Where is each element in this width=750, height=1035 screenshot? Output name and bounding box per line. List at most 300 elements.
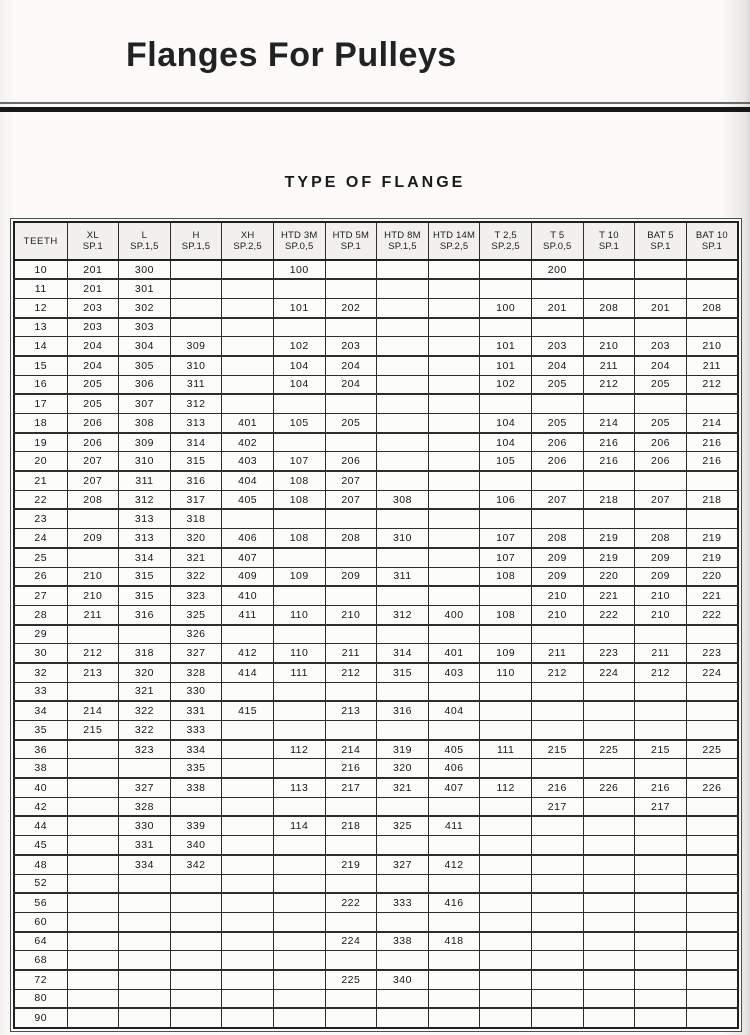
table-cell: 223 — [583, 644, 635, 663]
table-cell: 325 — [377, 816, 429, 835]
table-cell — [377, 797, 429, 816]
table-cell — [480, 721, 532, 740]
teeth-cell: 56 — [14, 893, 67, 912]
table-row — [14, 298, 738, 317]
table-cell: 212 — [325, 663, 377, 682]
table-cell: 315 — [119, 567, 171, 586]
column-pitch: SP.1,5 — [130, 241, 159, 252]
column-header — [635, 222, 687, 260]
table-cell: 327 — [170, 644, 222, 663]
table-cell — [531, 1008, 583, 1027]
column-type: H — [192, 230, 200, 241]
table-cell: 211 — [67, 605, 119, 624]
table-cell: 200 — [531, 260, 583, 279]
table-row — [14, 433, 738, 452]
table-cell — [377, 394, 429, 413]
table-cell: 406 — [222, 529, 274, 548]
table-cell — [67, 797, 119, 816]
table-cell: 203 — [67, 298, 119, 317]
table-cell — [222, 298, 274, 317]
table-cell — [377, 548, 429, 567]
column-type: T 5 — [550, 230, 565, 241]
table-cell: 226 — [583, 778, 635, 797]
column-type: L — [141, 230, 148, 241]
table-cell: 308 — [119, 414, 171, 433]
table-cell: 318 — [119, 644, 171, 663]
table-cell: 219 — [686, 548, 738, 567]
table-row — [14, 471, 738, 490]
table-cell — [428, 912, 480, 931]
table-cell: 107 — [480, 529, 532, 548]
flange-table-body — [14, 260, 738, 1028]
table-cell — [583, 951, 635, 970]
teeth-cell: 42 — [14, 797, 67, 816]
table-cell: 302 — [119, 298, 171, 317]
table-cell — [583, 912, 635, 931]
table-cell — [583, 279, 635, 298]
table-cell — [480, 1008, 532, 1027]
table-cell: 307 — [119, 394, 171, 413]
table-cell: 205 — [67, 394, 119, 413]
table-cell: 223 — [686, 644, 738, 663]
table-cell: 331 — [119, 836, 171, 855]
table-cell: 409 — [222, 567, 274, 586]
table-cell — [67, 989, 119, 1008]
table-cell — [686, 797, 738, 816]
table-cell — [67, 682, 119, 701]
table-cell: 216 — [583, 433, 635, 452]
table-cell — [428, 394, 480, 413]
table-cell: 210 — [635, 586, 687, 605]
column-pitch: SP.0,5 — [284, 241, 314, 252]
table-cell: 225 — [325, 970, 377, 989]
table-cell: 218 — [686, 490, 738, 509]
table-row — [14, 816, 738, 835]
table-cell: 213 — [67, 663, 119, 682]
table-cell — [377, 625, 429, 644]
table-cell: 210 — [531, 605, 583, 624]
table-cell: 202 — [325, 298, 377, 317]
table-cell — [686, 509, 738, 528]
table-cell — [531, 318, 583, 337]
table-cell: 205 — [531, 414, 583, 433]
table-cell — [480, 893, 532, 912]
table-cell — [428, 452, 480, 471]
table-cell — [170, 1008, 222, 1027]
flange-table — [13, 221, 739, 1029]
table-cell: 320 — [170, 529, 222, 548]
table-cell: 214 — [325, 740, 377, 759]
table-cell: 203 — [67, 318, 119, 337]
table-cell — [377, 318, 429, 337]
table-cell — [222, 951, 274, 970]
table-cell — [325, 279, 377, 298]
table-cell — [480, 318, 532, 337]
table-cell: 309 — [119, 433, 171, 452]
table-cell — [273, 932, 325, 951]
table-cell: 311 — [119, 471, 171, 490]
table-cell — [325, 682, 377, 701]
table-cell: 207 — [531, 490, 583, 509]
table-cell: 209 — [635, 567, 687, 586]
table-cell: 208 — [325, 529, 377, 548]
teeth-cell: 26 — [14, 567, 67, 586]
table-cell — [531, 471, 583, 490]
table-cell: 207 — [325, 490, 377, 509]
table-cell: 209 — [635, 548, 687, 567]
table-cell — [67, 778, 119, 797]
table-cell — [273, 433, 325, 452]
table-cell: 217 — [531, 797, 583, 816]
table-cell: 317 — [170, 490, 222, 509]
teeth-cell: 12 — [14, 298, 67, 317]
table-cell — [119, 1008, 171, 1027]
table-cell: 224 — [583, 663, 635, 682]
table-row — [14, 970, 738, 989]
table-cell — [531, 682, 583, 701]
table-cell — [170, 989, 222, 1008]
table-cell — [325, 509, 377, 528]
table-cell — [377, 912, 429, 931]
table-cell: 311 — [170, 375, 222, 394]
table-cell: 108 — [273, 490, 325, 509]
header-rule-thin — [0, 102, 750, 104]
table-cell: 309 — [170, 337, 222, 356]
table-cell — [325, 989, 377, 1008]
table-cell — [531, 625, 583, 644]
table-cell — [119, 951, 171, 970]
table-cell — [428, 1008, 480, 1027]
table-cell — [635, 970, 687, 989]
teeth-cell: 15 — [14, 356, 67, 375]
table-cell — [170, 932, 222, 951]
table-cell — [119, 759, 171, 778]
table-cell: 114 — [273, 816, 325, 835]
table-row — [14, 1008, 738, 1027]
teeth-cell: 10 — [14, 260, 67, 279]
table-cell — [480, 394, 532, 413]
table-cell: 210 — [635, 605, 687, 624]
column-type: BAT 10 — [695, 230, 728, 241]
table-cell — [222, 989, 274, 1008]
table-cell: 216 — [635, 778, 687, 797]
table-cell — [635, 912, 687, 931]
table-cell: 201 — [531, 298, 583, 317]
table-cell: 209 — [531, 548, 583, 567]
column-pitch: SP.2,5 — [439, 241, 469, 252]
flange-table-wrapper — [10, 218, 742, 1032]
table-cell: 112 — [480, 778, 532, 797]
table-cell — [222, 279, 274, 298]
table-cell: 210 — [67, 567, 119, 586]
table-cell — [531, 855, 583, 874]
table-cell — [222, 932, 274, 951]
table-row — [14, 989, 738, 1008]
table-cell: 201 — [67, 260, 119, 279]
table-cell — [325, 951, 377, 970]
teeth-cell: 48 — [14, 855, 67, 874]
table-cell — [273, 797, 325, 816]
table-cell: 110 — [273, 644, 325, 663]
table-cell: 334 — [119, 855, 171, 874]
table-cell: 203 — [531, 337, 583, 356]
table-cell — [222, 337, 274, 356]
table-cell: 412 — [428, 855, 480, 874]
table-cell — [635, 318, 687, 337]
table-cell — [583, 932, 635, 951]
table-cell: 327 — [377, 855, 429, 874]
table-cell: 224 — [325, 932, 377, 951]
table-cell — [686, 951, 738, 970]
table-cell: 107 — [273, 452, 325, 471]
table-row — [14, 721, 738, 740]
table-cell: 313 — [170, 414, 222, 433]
table-cell — [583, 701, 635, 720]
column-pitch: SP.1 — [650, 241, 671, 252]
table-cell: 406 — [428, 759, 480, 778]
table-cell — [222, 912, 274, 931]
table-cell: 405 — [222, 490, 274, 509]
table-cell — [635, 394, 687, 413]
column-type: XH — [240, 230, 255, 241]
table-cell — [67, 759, 119, 778]
table-cell: 206 — [635, 452, 687, 471]
table-cell: 206 — [531, 433, 583, 452]
table-cell: 403 — [428, 663, 480, 682]
table-cell — [686, 701, 738, 720]
column-header — [119, 222, 171, 260]
table-cell — [273, 394, 325, 413]
table-cell — [170, 318, 222, 337]
table-cell — [635, 509, 687, 528]
table-cell — [377, 414, 429, 433]
table-cell — [377, 874, 429, 893]
table-cell — [170, 951, 222, 970]
table-cell — [222, 970, 274, 989]
table-cell — [686, 260, 738, 279]
table-cell: 320 — [377, 759, 429, 778]
table-cell: 323 — [170, 586, 222, 605]
table-row — [14, 394, 738, 413]
table-cell: 204 — [635, 356, 687, 375]
table-row — [14, 893, 738, 912]
table-cell — [686, 989, 738, 1008]
table-cell — [377, 279, 429, 298]
table-cell — [428, 298, 480, 317]
table-cell — [273, 989, 325, 1008]
teeth-cell: 16 — [14, 375, 67, 394]
table-cell — [480, 701, 532, 720]
table-cell — [531, 874, 583, 893]
table-cell: 334 — [170, 740, 222, 759]
table-cell — [635, 701, 687, 720]
table-cell: 312 — [119, 490, 171, 509]
table-cell — [583, 989, 635, 1008]
table-cell: 206 — [635, 433, 687, 452]
table-row — [14, 375, 738, 394]
table-cell — [428, 625, 480, 644]
table-cell: 225 — [583, 740, 635, 759]
table-cell — [325, 912, 377, 931]
table-cell: 316 — [377, 701, 429, 720]
table-cell: 205 — [635, 375, 687, 394]
table-cell — [686, 279, 738, 298]
table-cell: 312 — [170, 394, 222, 413]
table-row — [14, 586, 738, 605]
table-cell — [222, 836, 274, 855]
table-cell — [67, 1008, 119, 1027]
table-cell — [325, 797, 377, 816]
table-cell — [480, 797, 532, 816]
column-pitch: SP.1 — [340, 241, 361, 252]
table-cell: 338 — [170, 778, 222, 797]
table-cell: 318 — [170, 509, 222, 528]
table-cell — [635, 951, 687, 970]
teeth-cell: 90 — [14, 1008, 67, 1027]
table-cell — [273, 951, 325, 970]
table-cell: 211 — [531, 644, 583, 663]
table-cell: 204 — [67, 337, 119, 356]
teeth-cell: 34 — [14, 701, 67, 720]
teeth-cell: 13 — [14, 318, 67, 337]
table-cell: 220 — [583, 567, 635, 586]
table-cell: 326 — [170, 625, 222, 644]
table-cell — [67, 625, 119, 644]
column-header — [480, 222, 532, 260]
table-cell: 110 — [273, 605, 325, 624]
teeth-cell: 11 — [14, 279, 67, 298]
teeth-cell: 35 — [14, 721, 67, 740]
table-cell — [222, 625, 274, 644]
table-cell — [119, 625, 171, 644]
column-pitch: SP.1,5 — [388, 241, 417, 252]
table-cell: 321 — [377, 778, 429, 797]
table-cell — [222, 797, 274, 816]
table-cell — [67, 548, 119, 567]
teeth-cell: 21 — [14, 471, 67, 490]
table-cell — [480, 816, 532, 835]
table-cell: 220 — [686, 567, 738, 586]
table-cell — [325, 586, 377, 605]
table-cell: 213 — [325, 701, 377, 720]
teeth-cell: 25 — [14, 548, 67, 567]
table-cell: 331 — [170, 701, 222, 720]
table-cell: 321 — [170, 548, 222, 567]
table-cell: 205 — [67, 375, 119, 394]
table-cell: 211 — [635, 644, 687, 663]
table-cell — [531, 893, 583, 912]
table-cell: 210 — [583, 337, 635, 356]
table-cell — [480, 970, 532, 989]
table-row — [14, 797, 738, 816]
column-type: HTD 5M — [332, 230, 370, 241]
table-cell — [583, 797, 635, 816]
table-cell: 221 — [583, 586, 635, 605]
table-cell — [531, 970, 583, 989]
table-cell: 221 — [686, 586, 738, 605]
table-cell — [686, 855, 738, 874]
table-cell: 207 — [67, 452, 119, 471]
table-cell — [325, 874, 377, 893]
table-cell: 303 — [119, 318, 171, 337]
table-cell: 225 — [686, 740, 738, 759]
column-type: BAT 5 — [647, 230, 674, 241]
table-cell: 305 — [119, 356, 171, 375]
table-cell — [635, 816, 687, 835]
table-cell: 109 — [480, 644, 532, 663]
table-cell — [119, 893, 171, 912]
column-header — [686, 222, 738, 260]
teeth-cell: 45 — [14, 836, 67, 855]
table-cell — [377, 375, 429, 394]
table-cell — [583, 509, 635, 528]
table-cell: 411 — [222, 605, 274, 624]
table-cell — [686, 682, 738, 701]
table-cell: 226 — [686, 778, 738, 797]
table-row — [14, 260, 738, 279]
table-cell — [686, 836, 738, 855]
table-cell — [428, 721, 480, 740]
table-cell: 330 — [170, 682, 222, 701]
table-cell: 311 — [377, 567, 429, 586]
table-cell — [428, 797, 480, 816]
table-row — [14, 605, 738, 624]
table-cell — [428, 337, 480, 356]
table-cell: 407 — [222, 548, 274, 567]
column-header — [170, 222, 222, 260]
table-cell — [480, 471, 532, 490]
table-cell: 108 — [273, 529, 325, 548]
table-cell: 212 — [583, 375, 635, 394]
table-cell — [273, 279, 325, 298]
table-cell — [583, 970, 635, 989]
table-cell: 203 — [635, 337, 687, 356]
table-cell: 206 — [67, 433, 119, 452]
column-header — [428, 222, 480, 260]
table-cell: 211 — [583, 356, 635, 375]
table-cell — [325, 1008, 377, 1027]
table-cell: 407 — [428, 778, 480, 797]
table-cell: 310 — [119, 452, 171, 471]
table-cell: 401 — [428, 644, 480, 663]
table-cell — [531, 816, 583, 835]
table-row — [14, 701, 738, 720]
table-cell: 216 — [686, 452, 738, 471]
table-cell: 214 — [686, 414, 738, 433]
table-cell — [428, 433, 480, 452]
column-header — [222, 222, 274, 260]
table-cell: 418 — [428, 932, 480, 951]
table-cell — [686, 318, 738, 337]
table-cell: 212 — [531, 663, 583, 682]
table-cell — [583, 874, 635, 893]
table-cell: 207 — [67, 471, 119, 490]
table-cell — [428, 260, 480, 279]
table-cell — [67, 855, 119, 874]
table-cell: 405 — [428, 740, 480, 759]
table-cell — [67, 509, 119, 528]
table-cell: 222 — [686, 605, 738, 624]
table-cell: 319 — [377, 740, 429, 759]
column-header — [583, 222, 635, 260]
teeth-cell: 17 — [14, 394, 67, 413]
column-header — [67, 222, 119, 260]
table-cell: 314 — [377, 644, 429, 663]
table-row — [14, 912, 738, 931]
table-cell — [273, 509, 325, 528]
table-cell — [222, 318, 274, 337]
table-cell — [170, 970, 222, 989]
